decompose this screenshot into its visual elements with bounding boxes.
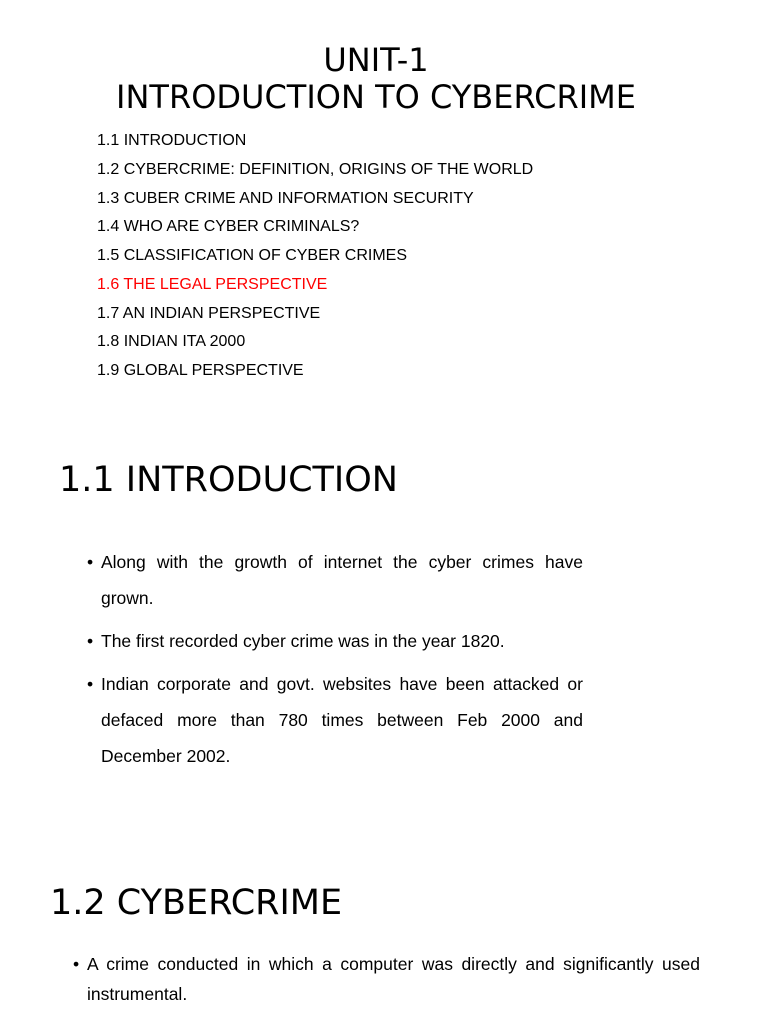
toc-item: 1.7 AN INDIAN PERSPECTIVE bbox=[97, 304, 321, 322]
bullet-icon: • bbox=[87, 631, 94, 651]
cybercrime-bullet-list bbox=[73, 949, 700, 1015]
bullet-text: Along with the growth of internet the cyber crimes have grown. bbox=[101, 552, 583, 608]
toc-item: 1.3 CUBER CRIME AND INFORMATION SECURITY bbox=[97, 189, 474, 207]
toc-item: 1.1 INTRODUCTION bbox=[97, 132, 247, 149]
table-of-contents bbox=[97, 127, 533, 386]
unit-title: UNIT-1 bbox=[323, 41, 429, 79]
toc-item: 1.8 INDIAN ITA 2000 bbox=[97, 333, 246, 351]
toc-item: 1.9 GLOBAL PERSPECTIVE bbox=[97, 362, 304, 379]
list-item bbox=[87, 623, 583, 659]
introduction-bullet-list bbox=[87, 544, 583, 781]
bullet-text: The first recorded cyber crime was in the year 1820. bbox=[101, 631, 505, 651]
toc-item: 1.2 CYBERCRIME: DEFINITION, ORIGINS OF THE WORLD bbox=[97, 160, 534, 178]
toc-item-highlighted: 1.6 THE LEGAL PERSPECTIVE bbox=[97, 275, 328, 293]
bullet-text: A crime conducted in which a computer was directly and significantly used instrumental. bbox=[87, 954, 700, 1004]
bullet-icon: • bbox=[87, 674, 94, 694]
list-item bbox=[87, 544, 583, 616]
list-item bbox=[87, 666, 583, 774]
section-heading-cybercrime: 1.2 CYBERCRIME bbox=[50, 883, 343, 923]
bullet-icon: • bbox=[87, 552, 94, 572]
toc-item: 1.4 WHO ARE CYBER CRIMINALS? bbox=[97, 218, 360, 236]
page-title: INTRODUCTION TO CYBERCRIME bbox=[116, 78, 636, 116]
bullet-icon: • bbox=[73, 954, 80, 974]
bullet-text: Indian corporate and govt. websites have been attacked or defaced more than 780 times between Feb 2000 and December 2002. bbox=[101, 674, 583, 766]
section-heading-introduction: 1.1 INTRODUCTION bbox=[59, 460, 398, 500]
toc-item: 1.5 CLASSIFICATION OF CYBER CRIMES bbox=[97, 247, 407, 264]
list-item bbox=[73, 949, 700, 1009]
